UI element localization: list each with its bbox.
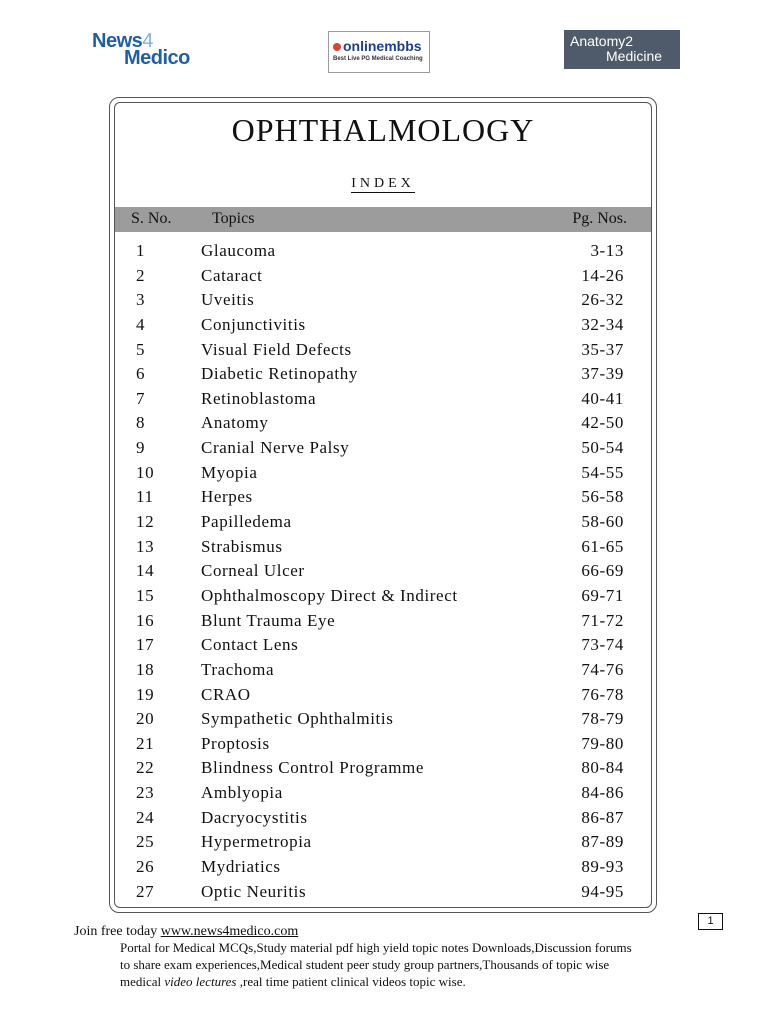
- footer-line-2: Portal for Medical MCQs,Study material pdf high yield topic notes Downloads,Discussion forums: [120, 940, 632, 955]
- row-topic: CRAO: [201, 684, 251, 704]
- table-row[interactable]: [114, 290, 652, 315]
- row-topic: Contact Lens: [201, 635, 299, 655]
- table-row[interactable]: [114, 783, 652, 808]
- row-pages: 3-13: [590, 241, 624, 260]
- row-sno: 16: [136, 610, 155, 630]
- footer-line-4-start: medical: [120, 974, 165, 989]
- page-title: OPHTHALMOLOGY: [231, 112, 535, 148]
- row-pages: 14-26: [581, 265, 624, 285]
- row-sno: 10: [136, 462, 155, 482]
- table-row[interactable]: [114, 611, 652, 636]
- table-row[interactable]: [114, 512, 652, 537]
- row-sno: 24: [136, 807, 155, 827]
- anatomy2medicine-logo[interactable]: [564, 30, 680, 69]
- row-pages: 76-78: [581, 684, 624, 704]
- row-sno: 21: [136, 733, 155, 753]
- row-pages: 78-79: [581, 709, 624, 729]
- footer-join: [74, 924, 298, 940]
- row-topic: Anatomy: [201, 413, 269, 433]
- table-row[interactable]: [114, 463, 652, 488]
- table-row[interactable]: [114, 266, 652, 291]
- table-row[interactable]: [114, 832, 652, 857]
- logo-text-anatomy2: Anatomy2: [570, 33, 634, 49]
- onlinembbs-logo[interactable]: [328, 31, 430, 73]
- table-row[interactable]: [114, 487, 652, 512]
- row-topic: Cataract: [201, 265, 263, 285]
- row-sno: 8: [136, 413, 146, 433]
- row-topic: Amblyopia: [201, 783, 283, 803]
- footer-line-4: [120, 974, 466, 990]
- row-topic: Diabetic Retinopathy: [201, 364, 358, 384]
- row-topic: Sympathetic Ophthalmitis: [201, 709, 394, 729]
- row-sno: 11: [136, 487, 154, 507]
- row-pages: 69-71: [581, 585, 624, 605]
- row-pages: 40-41: [581, 388, 624, 408]
- table-row[interactable]: [114, 389, 652, 414]
- page-number: 1: [698, 913, 723, 930]
- row-pages: 79-80: [581, 733, 624, 753]
- header-topics: Topics: [212, 210, 255, 227]
- row-topic: Dacryocystitis: [201, 807, 308, 827]
- table-row[interactable]: [114, 685, 652, 710]
- row-pages: 58-60: [581, 512, 624, 532]
- footer-line-4-end: ,real time patient clinical videos topic wise.: [236, 974, 466, 989]
- row-topic: Corneal Ulcer: [201, 561, 305, 581]
- row-topic: Retinoblastoma: [201, 388, 317, 408]
- footer-link[interactable]: www.news4medico.com: [160, 924, 299, 939]
- row-pages: 56-58: [581, 487, 624, 507]
- row-topic: Hypermetropia: [201, 832, 312, 852]
- table-row[interactable]: [114, 857, 652, 882]
- row-sno: 19: [136, 684, 155, 704]
- row-topic: Optic Neuritis: [201, 881, 307, 901]
- row-sno: 18: [136, 659, 155, 679]
- table-row[interactable]: [114, 241, 652, 266]
- table-row[interactable]: [114, 413, 652, 438]
- row-topic: Ophthalmoscopy Direct & Indirect: [201, 585, 458, 605]
- table-row[interactable]: [114, 758, 652, 783]
- index-heading: INDEX: [351, 176, 415, 191]
- row-pages: 74-76: [581, 659, 624, 679]
- table-row[interactable]: [114, 660, 652, 685]
- row-sno: 26: [136, 857, 155, 877]
- row-sno: 12: [136, 512, 155, 532]
- row-topic: Uveitis: [201, 290, 255, 310]
- row-pages: 87-89: [581, 832, 624, 852]
- row-sno: 25: [136, 832, 155, 852]
- onlinembbs-tagline: Best Live PG Medical Coaching: [333, 56, 423, 62]
- index-table-body: [114, 241, 652, 906]
- table-row[interactable]: [114, 438, 652, 463]
- row-sno: 20: [136, 709, 155, 729]
- row-pages: 42-50: [581, 413, 624, 433]
- row-topic: Papilledema: [201, 512, 292, 532]
- row-topic: Blunt Trauma Eye: [201, 610, 336, 630]
- table-row[interactable]: [114, 340, 652, 365]
- table-row[interactable]: [114, 586, 652, 611]
- table-row[interactable]: [114, 364, 652, 389]
- table-row[interactable]: [114, 635, 652, 660]
- table-row[interactable]: [114, 561, 652, 586]
- row-sno: 14: [136, 561, 155, 581]
- onlinembbs-brand: onlinembbs: [343, 38, 422, 54]
- row-pages: 80-84: [581, 758, 624, 778]
- table-row[interactable]: [114, 808, 652, 833]
- row-topic: Trachoma: [201, 659, 275, 679]
- row-sno: 23: [136, 783, 155, 803]
- table-row[interactable]: [114, 315, 652, 340]
- table-row[interactable]: [114, 537, 652, 562]
- row-sno: 1: [136, 241, 146, 260]
- row-sno: 27: [136, 881, 155, 901]
- row-topic: Blindness Control Programme: [201, 758, 425, 778]
- logo-text-medicine: Medicine: [606, 48, 663, 64]
- row-pages: 37-39: [581, 364, 624, 384]
- row-sno: 5: [136, 339, 146, 359]
- footer-join-text: Join free today: [74, 924, 161, 939]
- footer-video-lectures: video lectures: [164, 974, 237, 989]
- row-sno: 3: [136, 290, 146, 310]
- row-pages: 86-87: [581, 807, 624, 827]
- row-pages: 84-86: [581, 783, 624, 803]
- table-row[interactable]: [114, 882, 652, 907]
- table-header: [115, 207, 651, 232]
- row-pages: 32-34: [581, 314, 624, 334]
- row-topic: Glaucoma: [201, 241, 276, 260]
- logo-text-news: News: [92, 30, 143, 52]
- row-sno: 4: [136, 314, 146, 334]
- row-sno: 13: [136, 536, 155, 556]
- row-pages: 35-37: [581, 339, 624, 359]
- row-topic: Conjunctivitis: [201, 314, 306, 334]
- row-pages: 94-95: [581, 881, 624, 901]
- footer-line-3: to share exam experiences,Medical student peer study group partners,Thousands of topic wise: [120, 957, 610, 972]
- row-pages: 26-32: [581, 290, 624, 310]
- row-topic: Cranial Nerve Palsy: [201, 438, 350, 458]
- row-topic: Proptosis: [201, 733, 270, 753]
- table-row[interactable]: [114, 709, 652, 734]
- header-pages: Pg. Nos.: [572, 210, 627, 227]
- row-sno: 17: [136, 635, 155, 655]
- logo-text-medico: Medico: [124, 47, 190, 69]
- row-topic: Herpes: [201, 487, 253, 507]
- row-sno: 22: [136, 758, 155, 778]
- row-sno: 15: [136, 585, 155, 605]
- row-pages: 89-93: [581, 857, 624, 877]
- logo-text-four: 4: [142, 30, 153, 52]
- row-sno: 2: [136, 265, 146, 285]
- header-sno: S. No.: [131, 210, 172, 227]
- row-topic: Myopia: [201, 462, 258, 482]
- news4medico-logo[interactable]: [92, 30, 212, 70]
- row-topic: Mydriatics: [201, 857, 281, 877]
- row-pages: 66-69: [581, 561, 624, 581]
- row-pages: 50-54: [581, 438, 624, 458]
- row-topic: Visual Field Defects: [201, 339, 352, 359]
- row-sno: 6: [136, 364, 146, 384]
- row-sno: 9: [136, 438, 146, 458]
- table-row[interactable]: [114, 734, 652, 759]
- row-pages: 73-74: [581, 635, 624, 655]
- row-pages: 61-65: [581, 536, 624, 556]
- row-pages: 71-72: [581, 610, 624, 630]
- row-topic: Strabismus: [201, 536, 283, 556]
- row-pages: 54-55: [581, 462, 624, 482]
- logo-dot-icon: [333, 43, 341, 51]
- row-sno: 7: [136, 388, 146, 408]
